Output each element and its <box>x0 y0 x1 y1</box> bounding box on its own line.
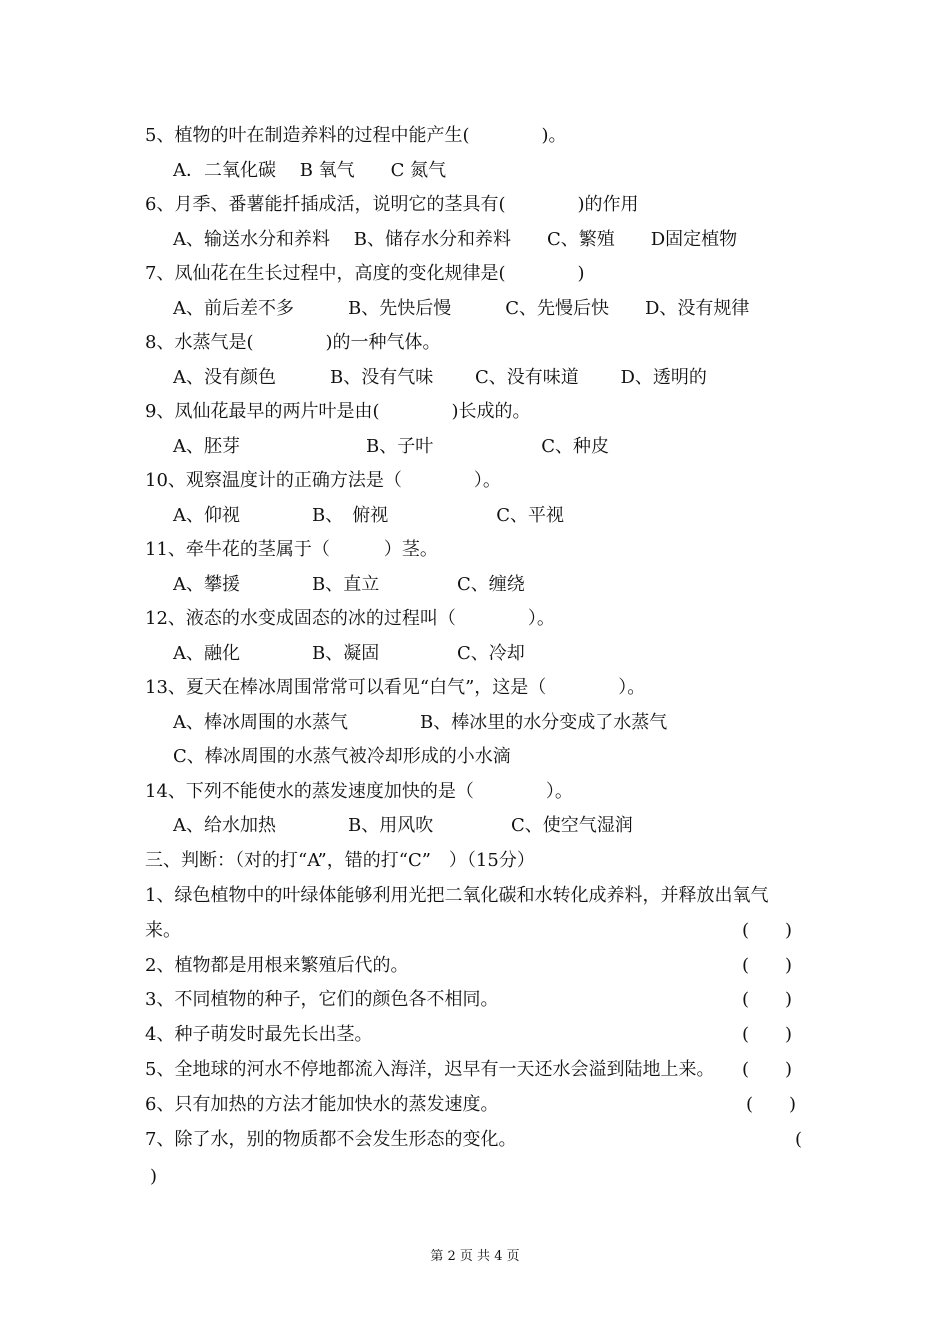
question-7-options: A、前后差不多 B、先快后慢 C、先慢后快 D、没有规律 <box>173 298 750 319</box>
answer-paren-3: ( ) <box>742 989 793 1010</box>
question-13-stem: 13、夏天在棒冰周围常常可以看见“白气”，这是（ ）。 <box>145 677 646 698</box>
question-11-options: A、攀援 B、直立 C、缠绕 <box>173 574 525 595</box>
answer-paren-5: ( ) <box>742 1059 793 1080</box>
question-13-options-c: C、棒冰周围的水蒸气被冷却形成的小水滴 <box>173 746 511 767</box>
answer-paren-4: ( ) <box>742 1024 793 1045</box>
question-13-options-ab: A、棒冰周围的水蒸气 B、棒冰里的水分变成了水蒸气 <box>173 712 668 733</box>
judgment-5: 5、全地球的河水不停地都流入海洋，迟早有一天还水会溢到陆地上来。 <box>145 1059 715 1080</box>
answer-paren-7-open: ( <box>795 1129 803 1150</box>
answer-paren-2: ( ) <box>742 955 793 976</box>
question-5-stem: 5、植物的叶在制造养料的过程中能产生( )。 <box>145 125 567 146</box>
question-14-stem: 14、下列不能使水的蒸发速度加快的是（ ）。 <box>145 781 573 802</box>
answer-paren-7-close: ) <box>150 1166 158 1187</box>
question-9-options: A、胚芽 B、子叶 C、种皮 <box>173 436 609 457</box>
question-7-stem: 7、凤仙花在生长过程中，高度的变化规律是( ) <box>145 263 585 284</box>
section-title: 三、判断：（对的打“A”，错的打“C” ）（15分） <box>145 850 535 871</box>
page-footer: 第 2 页 共 4 页 <box>430 1249 520 1264</box>
question-5-options: A．二氧化碳 B 氧气 C 氮气 <box>173 160 447 181</box>
judgment-1-line2: 来。 <box>145 920 181 941</box>
question-11-stem: 11、牵牛花的茎属于（ ）茎。 <box>145 539 438 560</box>
question-9-stem: 9、凤仙花最早的两片叶是由( )长成的。 <box>145 401 531 422</box>
question-10-options: A、仰视 B、 俯视 C、平视 <box>173 505 564 526</box>
question-12-stem: 12、液态的水变成固态的冰的过程叫（ ）。 <box>145 608 555 629</box>
question-14-options: A、给水加热 B、用风吹 C、使空气湿润 <box>173 815 633 836</box>
question-6-options: A、输送水分和养料 B、储存水分和养料 C、繁殖 D固定植物 <box>173 229 738 250</box>
judgment-1-line1: 1、绿色植物中的叶绿体能够利用光把二氧化碳和水转化成养料，并释放出氧气 <box>145 885 769 906</box>
question-8-stem: 8、水蒸气是( )的一种气体。 <box>145 332 441 353</box>
question-12-options: A、融化 B、凝固 C、冷却 <box>173 643 525 664</box>
judgment-4: 4、种子萌发时最先长出茎。 <box>145 1024 373 1045</box>
judgment-6: 6、只有加热的方法才能加快水的蒸发速度。 <box>145 1094 499 1115</box>
question-10-stem: 10、观察温度计的正确方法是（ ）。 <box>145 470 501 491</box>
judgment-3: 3、不同植物的种子，它们的颜色各不相同。 <box>145 989 499 1010</box>
question-6-stem: 6、月季、番薯能扦插成活，说明它的茎具有( )的作用 <box>145 194 639 215</box>
answer-paren-1: ( ) <box>742 920 793 941</box>
answer-paren-6: ( ) <box>746 1094 797 1115</box>
question-8-options: A、没有颜色 B、没有气味 C、没有味道 D、透明的 <box>173 367 707 388</box>
judgment-2: 2、植物都是用根来繁殖后代的。 <box>145 955 409 976</box>
judgment-7: 7、除了水，别的物质都不会发生形态的变化。 <box>145 1129 517 1150</box>
